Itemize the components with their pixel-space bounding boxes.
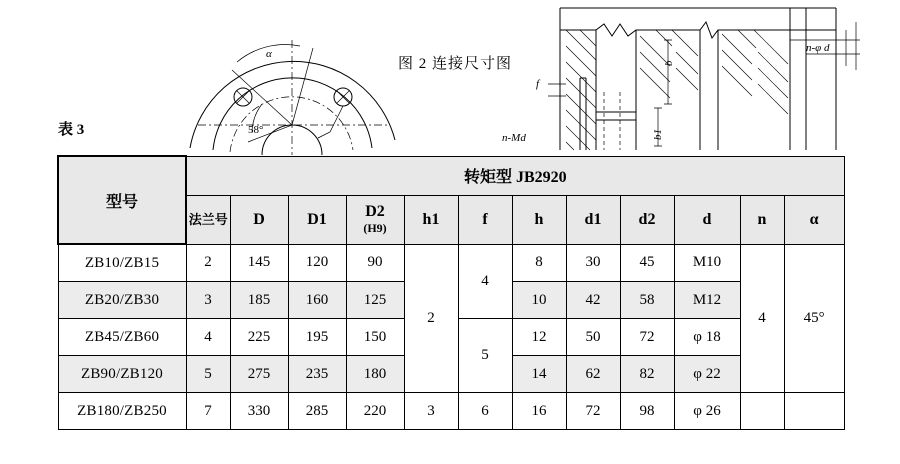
cell-D1: 120: [288, 244, 346, 282]
cell-D1: 160: [288, 282, 346, 319]
cell-model: ZB10/ZB15: [58, 244, 186, 282]
technical-drawing: [0, 0, 900, 155]
cell-d2: 98: [620, 393, 674, 430]
cell-D1: 195: [288, 319, 346, 356]
cell-flange: 3: [186, 282, 230, 319]
header-col-D2-label: D2: [365, 203, 385, 220]
cell-flange: 4: [186, 319, 230, 356]
cell-d2: 58: [620, 282, 674, 319]
cell-flange: 7: [186, 393, 230, 430]
cell-d: φ 26: [674, 393, 740, 430]
cell-h: 16: [512, 393, 566, 430]
cell-d: φ 22: [674, 356, 740, 393]
header-col-flange-label: 法兰号: [188, 211, 228, 227]
alpha-angle-label: α: [266, 48, 272, 60]
cell-d2: 82: [620, 356, 674, 393]
cell-d1: 30: [566, 244, 620, 282]
header-col-alpha: α: [784, 195, 844, 244]
cell-f: 5: [458, 319, 512, 393]
cell-h1: 2: [404, 244, 458, 393]
cell-D2: 220: [346, 393, 404, 430]
header-col-D: D: [230, 195, 288, 244]
cell-d1: 42: [566, 282, 620, 319]
cell-h: 10: [512, 282, 566, 319]
header-col-h1: h1: [404, 195, 458, 244]
header-col-D2-sub: (H9): [363, 221, 387, 235]
cell-d1: 72: [566, 393, 620, 430]
header-col-flange: [186, 195, 230, 244]
header-col-h: h: [512, 195, 566, 244]
cell-d: M12: [674, 282, 740, 319]
header-col-n: n: [740, 195, 784, 244]
n-phi-d-label: n-φ d: [806, 42, 830, 54]
cell-n: [740, 393, 784, 430]
cell-h1: 3: [404, 393, 458, 430]
cell-model: ZB20/ZB30: [58, 282, 186, 319]
cell-n: 4: [740, 244, 784, 393]
cell-d2: 45: [620, 244, 674, 282]
cell-d1: 62: [566, 356, 620, 393]
header-col-d2: d2: [620, 195, 674, 244]
table-row: [58, 244, 844, 282]
table-row: [58, 393, 844, 430]
cell-D1: 235: [288, 356, 346, 393]
cell-D2: 150: [346, 319, 404, 356]
cell-D: 185: [230, 282, 288, 319]
cell-flange: 2: [186, 244, 230, 282]
cell-d: M10: [674, 244, 740, 282]
cell-model: ZB90/ZB120: [58, 356, 186, 393]
header-group-title: 转矩型 JB2920: [186, 156, 844, 195]
cell-h: 14: [512, 356, 566, 393]
cell-flange: 5: [186, 356, 230, 393]
spec-table: [57, 155, 845, 430]
header-col-f: f: [458, 195, 512, 244]
angle-58-label: 58°: [248, 124, 264, 136]
cell-D: 275: [230, 356, 288, 393]
cell-d1: 50: [566, 319, 620, 356]
header-col-D1: D1: [288, 195, 346, 244]
header-col-D2: [346, 195, 404, 244]
cell-d: φ 18: [674, 319, 740, 356]
cell-D: 330: [230, 393, 288, 430]
cell-h: 8: [512, 244, 566, 282]
b-dim-label: b: [663, 60, 675, 66]
header-model: 型号: [58, 156, 186, 244]
cell-model: ZB45/ZB60: [58, 319, 186, 356]
cell-D: 225: [230, 319, 288, 356]
b1-dim-label: b1: [652, 129, 664, 140]
header-col-d1: d1: [566, 195, 620, 244]
figure-caption: 图 2 连接尺寸图: [398, 56, 513, 72]
header-col-d: d: [674, 195, 740, 244]
cell-f: 6: [458, 393, 512, 430]
n-md-label: n-Md: [502, 132, 526, 144]
cell-D1: 285: [288, 393, 346, 430]
cell-D2: 90: [346, 244, 404, 282]
spec-table-wrapper: [57, 155, 843, 430]
cell-D2: 180: [346, 356, 404, 393]
table-label: 表 3: [58, 122, 85, 138]
cell-D: 145: [230, 244, 288, 282]
cell-alpha: [784, 393, 844, 430]
cell-alpha: 45°: [784, 244, 844, 393]
cell-f: 4: [458, 244, 512, 319]
cell-d2: 72: [620, 319, 674, 356]
cell-D2: 125: [346, 282, 404, 319]
cell-h: 12: [512, 319, 566, 356]
cell-model: ZB180/ZB250: [58, 393, 186, 430]
f-dim-label: f: [536, 78, 540, 90]
